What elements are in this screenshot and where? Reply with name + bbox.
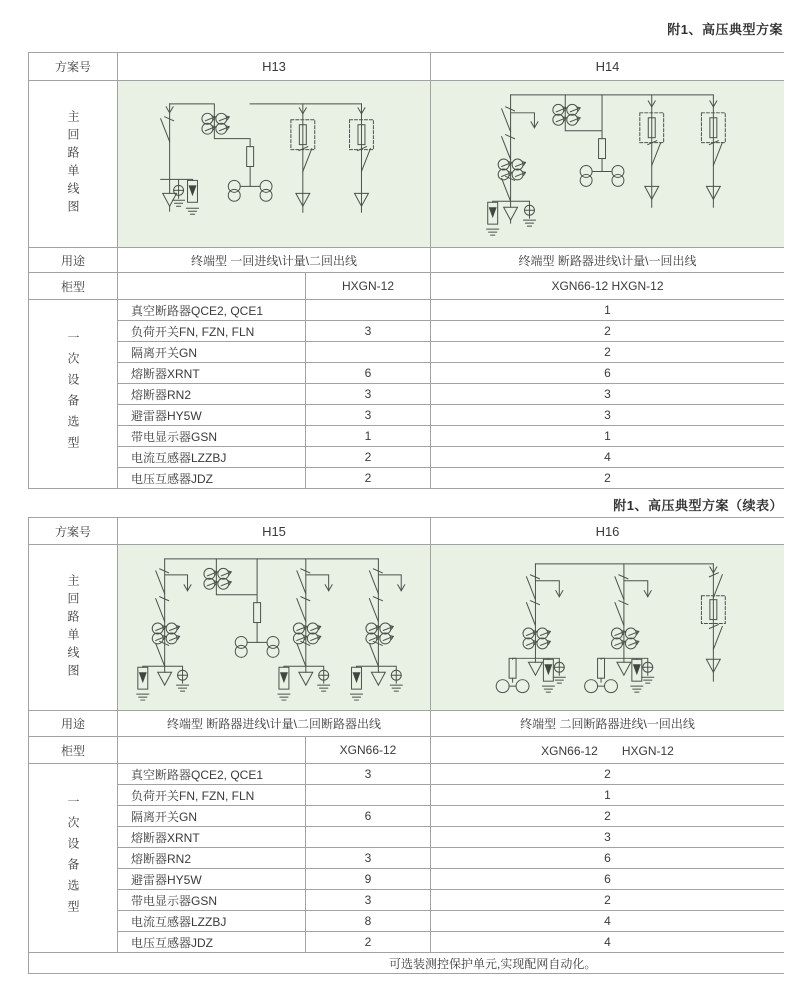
equip-qty-h14: 4 [431, 447, 784, 468]
equip-name: 熔断器XRNT [118, 827, 306, 848]
equip-qty-h16: 1 [431, 785, 784, 806]
page-heading-continued: 附1、高压典型方案（续表） [613, 498, 783, 513]
equip-qty-h14: 3 [431, 405, 784, 426]
cabinet-label: 柜型 [29, 737, 118, 764]
scheme-no-label: 方案号 [29, 518, 118, 545]
cabinet-h13-blank [118, 273, 306, 300]
equip-name: 负荷开关FN, FZN, FLN [118, 785, 306, 806]
equipment-row-label-text: 一次设备选型 [66, 795, 80, 921]
equip-qty-h16: 2 [431, 806, 784, 827]
cabinet-label: 柜型 [29, 273, 118, 300]
scheme-no-label: 方案号 [29, 53, 118, 81]
equip-qty-h16: 4 [431, 911, 784, 932]
equip-qty-h15: 6 [306, 806, 431, 827]
usage-label: 用途 [29, 248, 118, 273]
equip-name: 熔断器RN2 [118, 384, 306, 405]
equip-name: 电压互感器JDZ [118, 468, 306, 489]
equip-qty-h14: 2 [431, 468, 784, 489]
equip-qty-h16: 6 [431, 848, 784, 869]
scheme-h16-header: H16 [431, 518, 784, 545]
equip-name: 真空断路器QCE2, QCE1 [118, 300, 306, 321]
equip-qty-h14: 6 [431, 363, 784, 384]
equip-name: 电流互感器LZZBJ [118, 911, 306, 932]
equip-qty-h13 [306, 342, 431, 363]
equip-qty-h15: 3 [306, 848, 431, 869]
equip-name: 避雷器HY5W [118, 869, 306, 890]
equip-qty-h14: 3 [431, 384, 784, 405]
equip-qty-h15: 3 [306, 890, 431, 911]
equipment-row-label [29, 300, 118, 489]
equip-qty-h15 [306, 827, 431, 848]
cabinet-h15-type: XGN66-12 [306, 737, 431, 764]
equip-qty-h14: 1 [431, 426, 784, 447]
equip-name: 熔断器XRNT [118, 363, 306, 384]
equip-qty-h16: 6 [431, 869, 784, 890]
equip-qty-h13: 3 [306, 405, 431, 426]
diagram-cell-h15 [118, 545, 431, 711]
equip-qty-h13: 2 [306, 468, 431, 489]
equipment-row-label-text: 一次设备选型 [66, 331, 80, 457]
footer-note: 可选装测控保护单元,实现配网自动化。 [29, 953, 784, 974]
equip-qty-h13: 1 [306, 426, 431, 447]
h14-single-line-diagram [432, 82, 784, 247]
cabinet-h13-type: HXGN-12 [306, 273, 431, 300]
equip-qty-h13: 3 [306, 321, 431, 342]
equip-qty-h15 [306, 785, 431, 806]
equip-name: 真空断路器QCE2, QCE1 [118, 764, 306, 785]
diagram-cell-h13 [118, 81, 431, 248]
diagram-cell-h14 [431, 81, 784, 248]
diagram-row-label-text: 主回路单线图 [66, 110, 80, 218]
equip-name: 负荷开关FN, FZN, FLN [118, 321, 306, 342]
equip-qty-h13 [306, 300, 431, 321]
diagram-row-label-text: 主回路单线图 [66, 573, 80, 682]
diagram-row-label [29, 545, 118, 711]
equip-name: 带电显示器GSN [118, 426, 306, 447]
cabinet-h15-blank [118, 737, 306, 764]
h13-single-line-diagram [118, 82, 430, 247]
equip-qty-h13: 3 [306, 384, 431, 405]
page-heading: 附1、高压典型方案 [667, 22, 783, 37]
equip-qty-h15: 2 [306, 932, 431, 953]
scheme-table-h13-h14 [28, 52, 784, 489]
usage-h15: 终端型 断路器进线\计量\二回断路器出线 [118, 711, 431, 737]
equip-qty-h15: 8 [306, 911, 431, 932]
equip-name: 隔离开关GN [118, 342, 306, 363]
cabinet-h16-type: XGN66-12 HXGN-12 [431, 737, 784, 764]
equip-name: 电流互感器LZZBJ [118, 447, 306, 468]
equip-qty-h15: 3 [306, 764, 431, 785]
scheme-table-h15-h16 [28, 517, 784, 974]
usage-h13: 终端型 一回进线\计量\二回出线 [118, 248, 431, 273]
equip-name: 熔断器RN2 [118, 848, 306, 869]
scheme-h13-header: H13 [118, 53, 431, 81]
equip-qty-h14: 1 [431, 300, 784, 321]
h15-single-line-diagram [118, 546, 430, 710]
scheme-h15-header: H15 [118, 518, 431, 545]
equip-name: 隔离开关GN [118, 806, 306, 827]
diagram-row-label [29, 81, 118, 248]
equip-qty-h16: 2 [431, 890, 784, 911]
usage-h14: 终端型 断路器进线\计量\一回出线 [431, 248, 784, 273]
equip-qty-h16: 3 [431, 827, 784, 848]
equip-qty-h13: 2 [306, 447, 431, 468]
equip-qty-h14: 2 [431, 342, 784, 363]
h16-single-line-diagram [432, 546, 784, 710]
equip-qty-h15: 9 [306, 869, 431, 890]
equip-qty-h14: 2 [431, 321, 784, 342]
equip-name: 带电显示器GSN [118, 890, 306, 911]
scheme-h14-header: H14 [431, 53, 784, 81]
equip-qty-h16: 4 [431, 932, 784, 953]
diagram-cell-h16 [431, 545, 784, 711]
equip-qty-h13: 6 [306, 363, 431, 384]
equip-name: 电压互感器JDZ [118, 932, 306, 953]
usage-label: 用途 [29, 711, 118, 737]
cabinet-h14-type: XGN66-12 HXGN-12 [431, 273, 784, 300]
equip-name: 避雷器HY5W [118, 405, 306, 426]
equip-qty-h16: 2 [431, 764, 784, 785]
equipment-row-label [29, 764, 118, 953]
usage-h16: 终端型 二回断路器进线\一回出线 [431, 711, 784, 737]
